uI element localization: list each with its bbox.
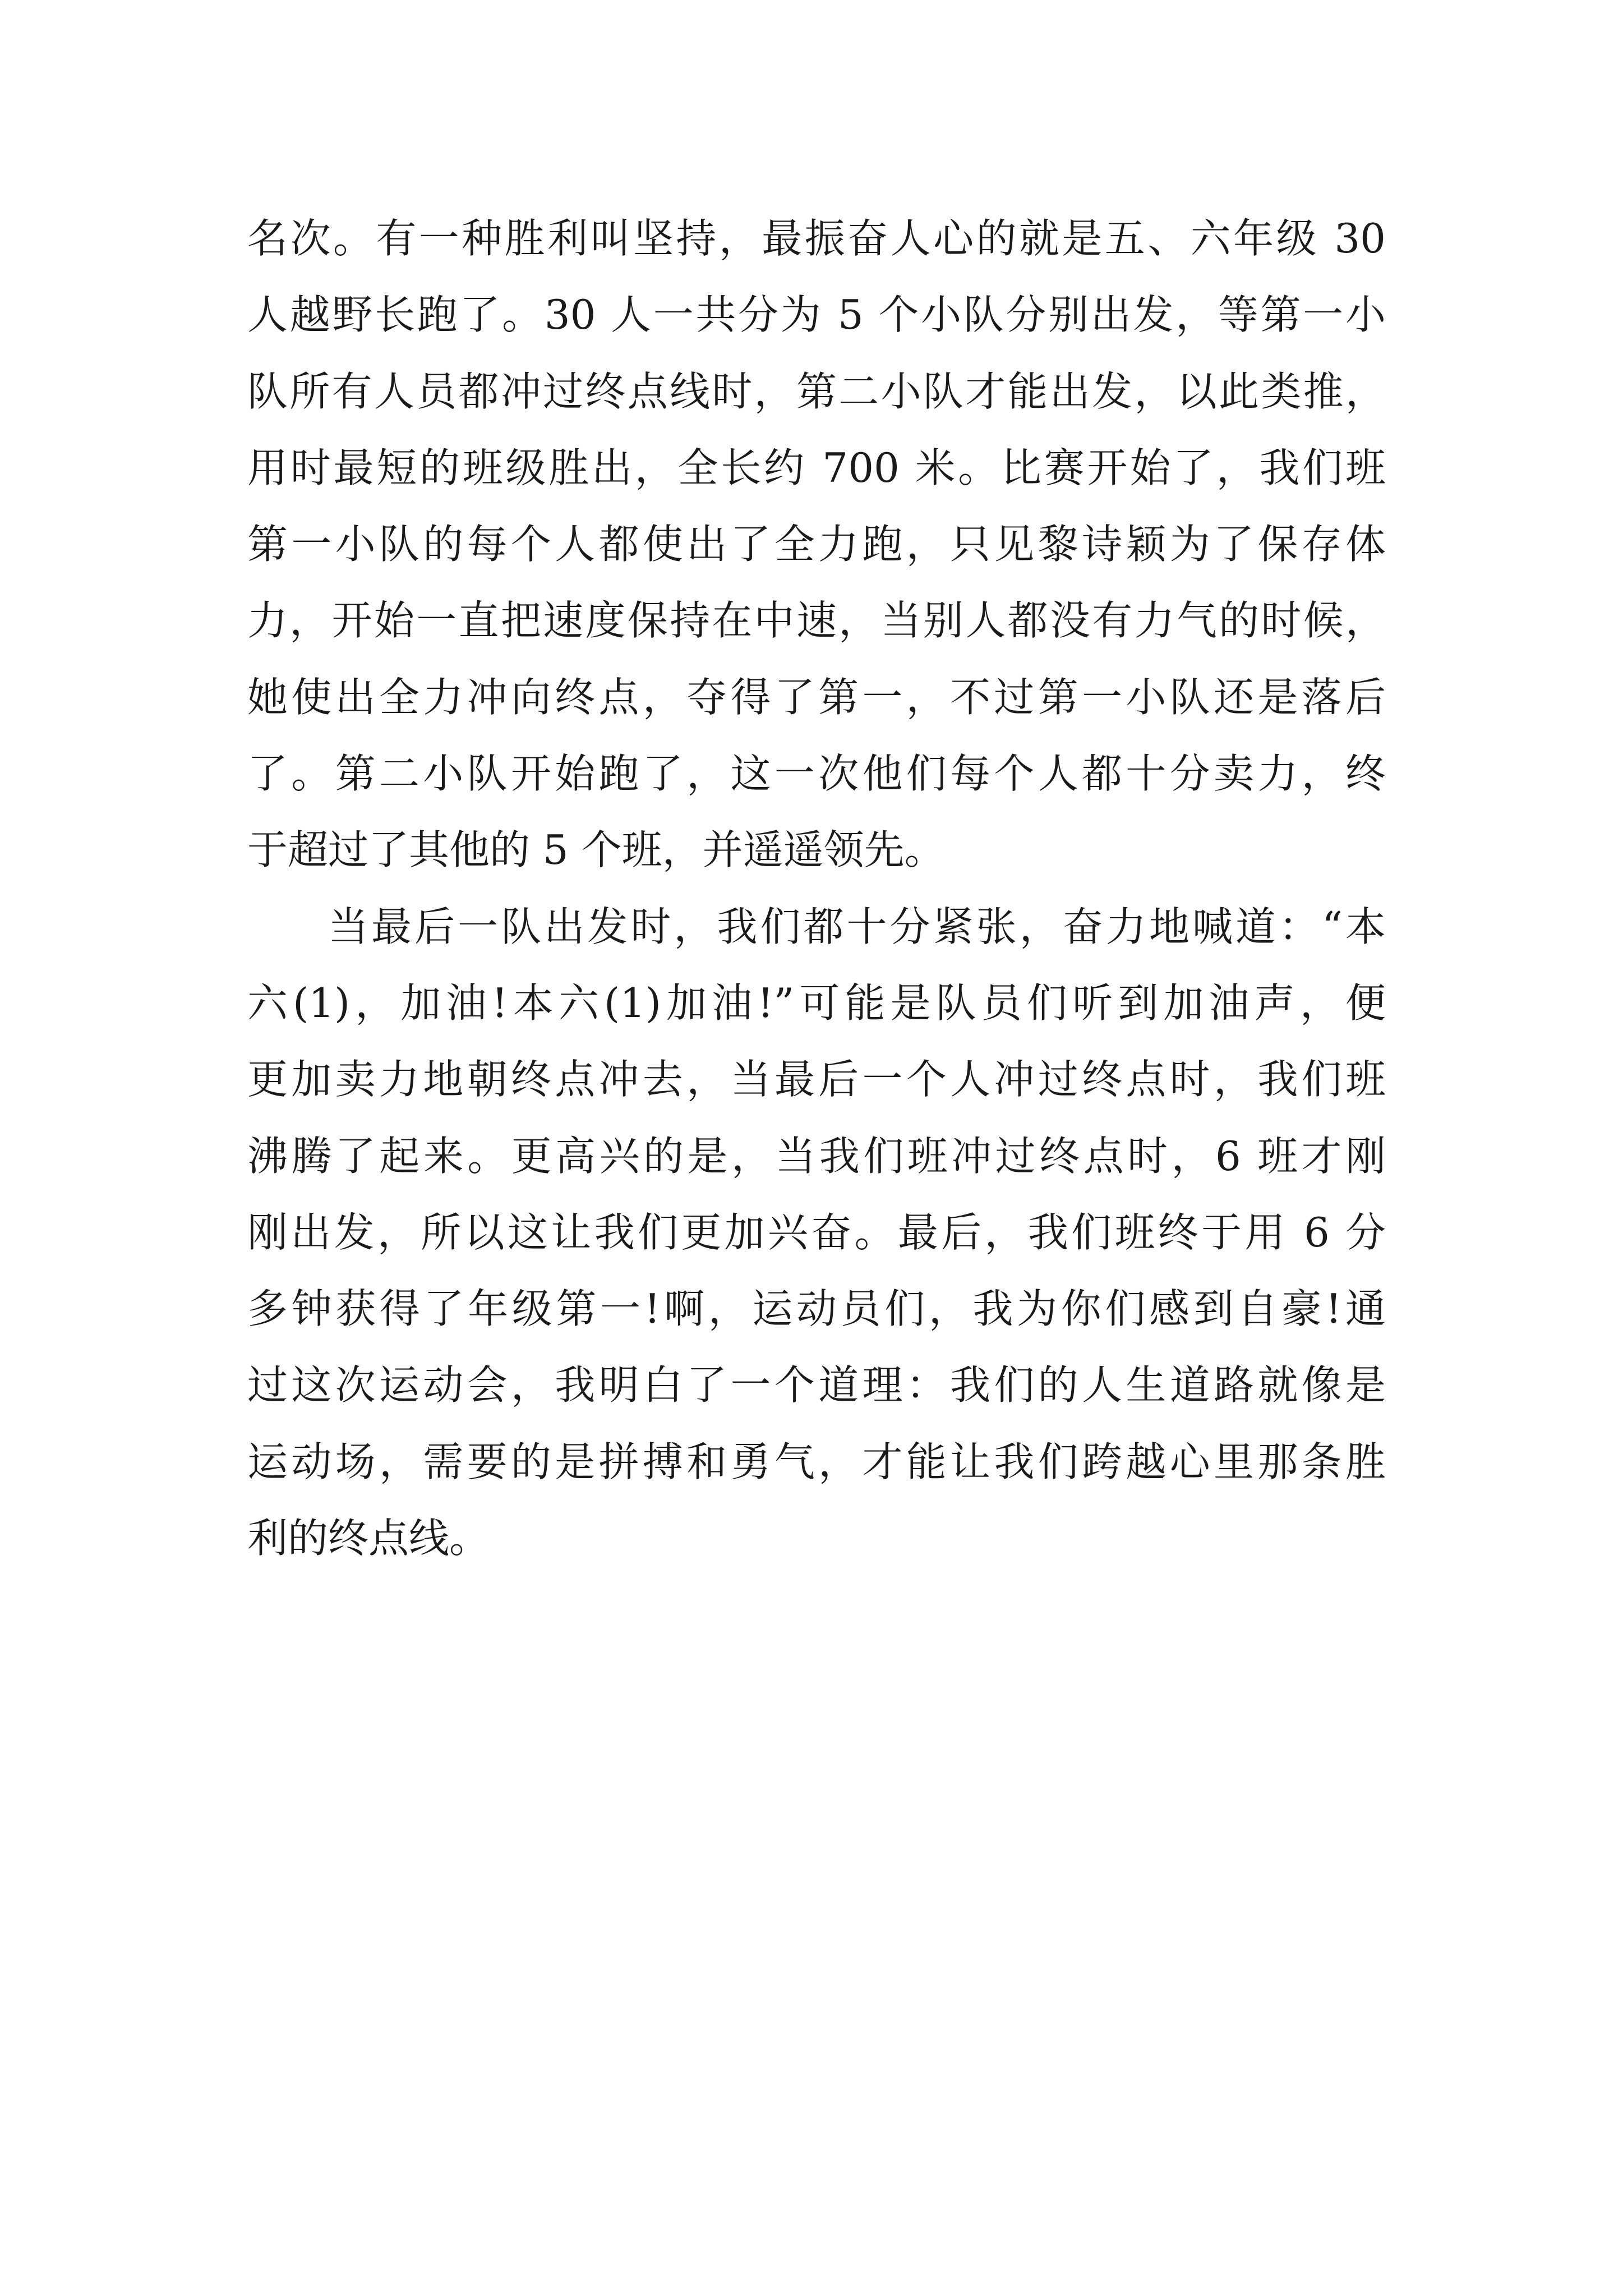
text-line: 沸腾了起来。更高兴的是，当我们班冲过终点时，6 班才刚 bbox=[247, 1132, 1386, 1180]
text-line: 过这次运动会，我明白了一个道理：我们的人生道路就像是 bbox=[247, 1361, 1386, 1409]
text-line: 力，开始一直把速度保持在中速，当别人都没有力气的时候， bbox=[247, 597, 1386, 645]
text-line: 用时最短的班级胜出，全长约 700 米。比赛开始了，我们班 bbox=[247, 444, 1386, 491]
text-line: 刚出发，所以这让我们更加兴奋。最后，我们班终于用 6 分 bbox=[247, 1208, 1386, 1256]
text-line: 了。第二小队开始跑了，这一次他们每个人都十分卖力，终 bbox=[247, 750, 1386, 798]
text-line: 利的终点线。 bbox=[247, 1515, 490, 1562]
text-line: 更加卖力地朝终点冲去，当最后一个人冲过终点时，我们班 bbox=[247, 1056, 1386, 1103]
text-line: 于超过了其他的 5 个班，并遥遥领先。 bbox=[247, 826, 945, 874]
text-line: 名次。有一种胜利叫坚持，最振奋人心的就是五、六年级 30 bbox=[247, 215, 1386, 262]
text-line: 六(1)，加油!本六(1)加油!”可能是队员们听到加油声，便 bbox=[247, 979, 1386, 1027]
document-body bbox=[247, 200, 1386, 1576]
text-line: 第一小队的每个人都使出了全力跑，只见黎诗颖为了保存体 bbox=[247, 521, 1386, 568]
text-line: 当最后一队出发时，我们都十分紧张，奋力地喊道：“本 bbox=[328, 903, 1386, 950]
text-line: 人越野长跑了。30 人一共分为 5 个小队分别出发，等第一小 bbox=[247, 291, 1386, 339]
text-line: 运动场，需要的是拼搏和勇气，才能让我们跨越心里那条胜 bbox=[247, 1438, 1386, 1485]
text-line: 队所有人员都冲过终点线时，第二小队才能出发，以此类推， bbox=[247, 367, 1386, 415]
text-line: 她使出全力冲向终点，夺得了第一，不过第一小队还是落后 bbox=[247, 673, 1386, 721]
text-line: 多钟获得了年级第一!啊，运动员们，我为你们感到自豪!通 bbox=[247, 1285, 1386, 1333]
